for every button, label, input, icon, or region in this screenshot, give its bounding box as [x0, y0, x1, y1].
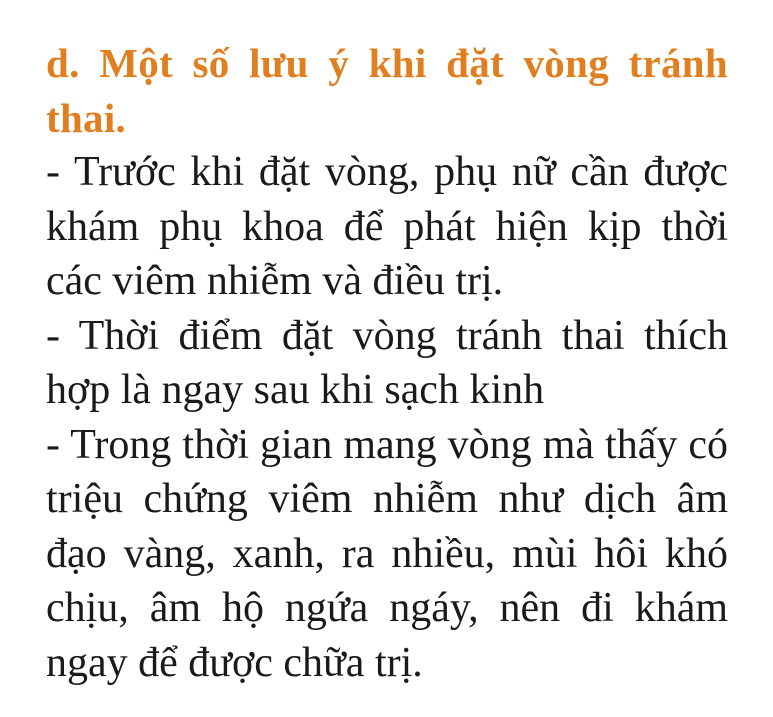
- note-paragraph-1: - Trước khi đặt vòng, phụ nữ cần được khám phụ khoa để phát hiện kịp thời các viêm nhiễm và điều trị.: [46, 149, 728, 304]
- section-heading: d. Một số lưu ý khi đặt vòng tránh thai.: [46, 40, 728, 141]
- document-section: [46, 36, 728, 690]
- note-paragraph-3: - Trong thời gian mang vòng mà thấy có triệu chứng viêm nhiễm như dịch âm đạo vàng, xanh, ra nhiều, mùi hôi khó chịu, âm hộ ngứa ngáy, nên đi khám ngay để được chữa trị.: [46, 421, 728, 686]
- note-paragraph-2: - Thời điểm đặt vòng tránh thai thích hợp là ngay sau khi sạch kinh: [46, 312, 728, 413]
